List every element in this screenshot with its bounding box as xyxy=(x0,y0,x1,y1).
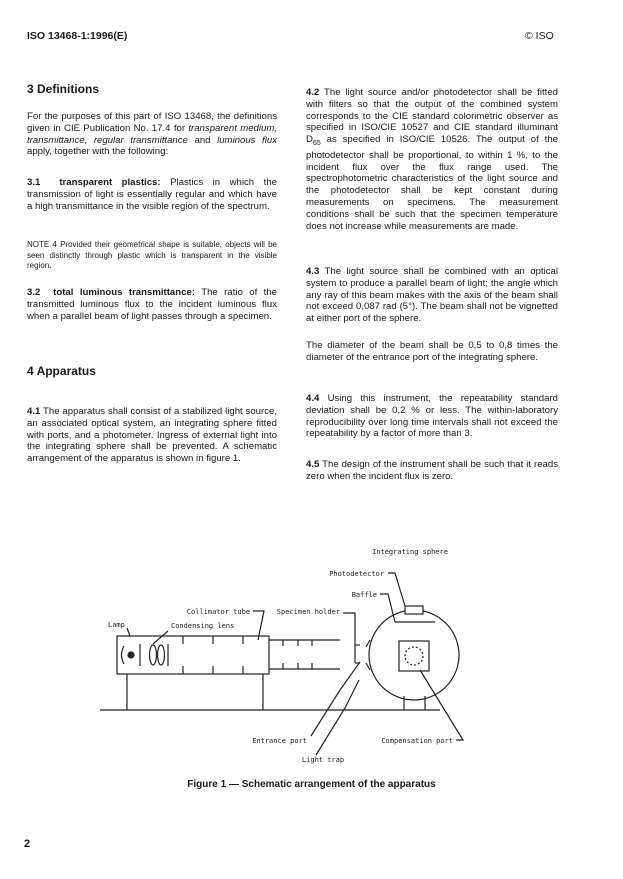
label-baffle: Baffle xyxy=(351,591,377,599)
section-4-heading: 4 Apparatus xyxy=(27,364,96,378)
page-number: 2 xyxy=(24,838,31,850)
paragraph-4-3-diameter: The diameter of the beam shall be 0,5 to 0,8 times the diameter of the entrance port of the integrating sphere. xyxy=(306,340,558,363)
lamp-bulb xyxy=(128,652,134,658)
label-compensation-port: Compensation port xyxy=(381,737,453,745)
note-4: NOTE 4 Provided their geometrical shape is suitable, objects will be seen distinctly through plastic which is transparent in the visible region. xyxy=(27,240,277,270)
standard-number: ISO 13468-1:1996(E) xyxy=(27,30,128,42)
definition-3-1: 3.1 transparent plastics: Plastics in which the transmission of light is essentially regular and which have a high transmittance in the visible region of the spectrum. xyxy=(27,177,277,212)
label-integrating-sphere: Integrating sphere xyxy=(372,548,448,556)
label-light-trap: Light trap xyxy=(301,756,345,764)
label-condensing-lens: Condensing lens xyxy=(171,622,235,630)
condensing-lens-1 xyxy=(150,645,157,665)
photodetector xyxy=(405,606,423,614)
paragraph-4-1: 4.1 The apparatus shall consist of a stabilized light source, an associated optical system, an integrating sphere fitted with ports, and a photometer. Ingress of external light into the integrating sphere shall be prevented. A schematic arrangement of the apparatus is shown in figure 1. xyxy=(27,406,277,465)
integrating-sphere xyxy=(369,610,459,700)
copyright: © ISO xyxy=(525,30,554,42)
label-lamp: Lamp xyxy=(108,621,125,629)
figure-caption: Figure 1 — Schematic arrangement of the apparatus xyxy=(187,779,436,790)
section-3-intro: For the purposes of this part of ISO 13468, the definitions given in CIE Publication No. 17.4 for transparent medium, transmittance, regular transmittance and luminous flux apply, together with the following: xyxy=(27,111,277,158)
label-entrance-port: Entrance port xyxy=(252,737,307,745)
label-photodetector: Photodetector xyxy=(329,570,384,578)
paragraph-4-3: 4.3 The light source shall be combined with an optical system to produce a parallel beam of light; the angle which any ray of this beam makes with the axis of the beam shall not exceed 0,087 rad (5°). The beam shall not be vignetted at either port of the sphere. xyxy=(306,266,558,325)
apparatus-diagram xyxy=(0,540,623,775)
lamp-reflector xyxy=(122,646,125,664)
section-3-heading: 3 Definitions xyxy=(27,82,100,96)
label-collimator-tube: Collimator tube xyxy=(186,608,250,616)
paragraph-4-2: 4.2 The light source and/or photodetector shall be fitted with filters so that the output of the combined system corresponds to the CIE standard colorimetric observer as specified in ISO/CIE 10527 and CIE standard illuminant $D_{65}$ as specified in ISO/CIE 10526. The output of the photodetector shall be proportional, to within 1 %, to the incident flux over the flux range used. The spectrophotometric characteristics of the light source and the photodetector shall be kept constant during measurements on specimens. The measurement conditions shall be such that the specimen temperature does not increase while measurements are made. xyxy=(306,87,558,232)
compensation-port xyxy=(399,641,429,671)
condensing-lens-2 xyxy=(158,645,165,665)
paragraph-4-4: 4.4 Using this instrument, the repeatability standard deviation shall be 0,2 % or less. The within-laboratory reproducibility over long time intervals shall not exceed the repeatability by a factor of more than 3. xyxy=(306,393,558,440)
label-specimen-holder: Specimen holder xyxy=(276,608,340,616)
paragraph-4-5: 4.5 The design of the instrument shall be such that it reads zero when the incident flux is zero. xyxy=(306,459,558,482)
definition-3-2: 3.2 total luminous transmittance: The ratio of the transmitted luminous flux to the incident luminous flux when a parallel beam of light passes through a specimen. xyxy=(27,287,277,322)
